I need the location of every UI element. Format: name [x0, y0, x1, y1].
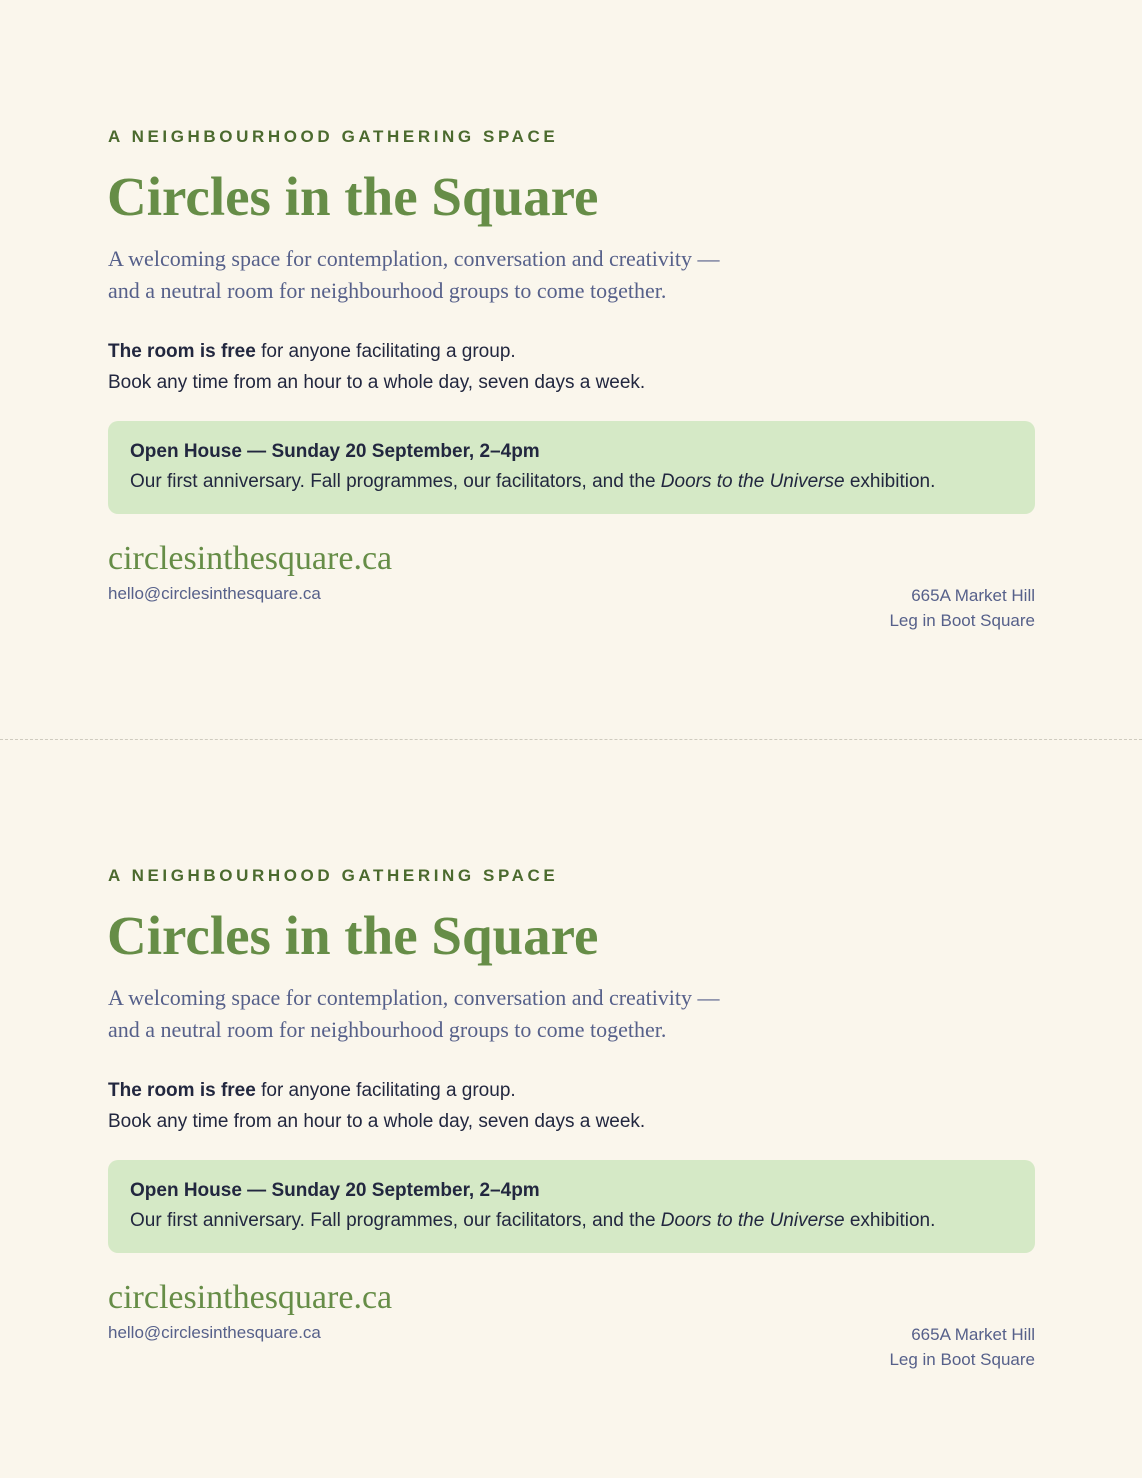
booking-info	[108, 336, 1035, 398]
open-house-notice	[108, 1160, 1035, 1253]
notice-heading: Open House — Sunday 20 September, 2–4pm	[130, 1180, 540, 1201]
flyer-content	[108, 127, 1035, 639]
address-line-1: 665A Market Hill	[911, 1325, 1035, 1344]
page-title: Circles in the Square	[107, 166, 599, 227]
contact-footer	[108, 539, 1035, 639]
page-title: Circles in the Square	[107, 905, 599, 966]
eyebrow-label: A NEIGHBOURHOOD GATHERING SPACE	[108, 866, 559, 885]
contact-footer	[108, 1278, 1035, 1378]
eyebrow-label: A NEIGHBOURHOOD GATHERING SPACE	[108, 127, 559, 146]
notice-text-end: exhibition.	[844, 1210, 936, 1231]
notice-text	[130, 1206, 1013, 1236]
booking-hours: Book any time from an hour to a whole day, seven days a week.	[108, 1111, 646, 1132]
address-line-2: Leg in Boot Square	[889, 611, 1035, 630]
address	[889, 583, 1035, 633]
notice-text-start: Our first anniversary. Fall programmes, our facilitators, and the	[130, 1210, 661, 1231]
tagline-line-2: and a neutral room for neighbourhood groups to come together.	[108, 1017, 667, 1042]
exhibition-name: Doors to the Universe	[660, 471, 845, 492]
notice-heading: Open House — Sunday 20 September, 2–4pm	[130, 441, 540, 462]
flyer-content	[108, 866, 1035, 1378]
tagline	[108, 243, 1035, 307]
notice-text	[130, 467, 1013, 497]
flyer-card-bottom	[0, 739, 1142, 1478]
tagline-line-1: A welcoming space for contemplation, conversation and creativity —	[108, 246, 720, 271]
website-link[interactable]: circlesinthesquare.ca	[108, 1279, 393, 1316]
email-link[interactable]: hello@circlesinthesquare.ca	[108, 584, 321, 603]
email-link[interactable]: hello@circlesinthesquare.ca	[108, 1323, 321, 1342]
website-link[interactable]: circlesinthesquare.ca	[108, 540, 393, 577]
tagline	[108, 982, 1035, 1046]
free-room-emphasis: The room is free	[108, 341, 256, 362]
address-line-1: 665A Market Hill	[911, 586, 1035, 605]
booking-info	[108, 1075, 1035, 1137]
notice-text-start: Our first anniversary. Fall programmes, our facilitators, and the	[130, 471, 661, 492]
exhibition-name: Doors to the Universe	[660, 1210, 845, 1231]
tagline-line-1: A welcoming space for contemplation, conversation and creativity —	[108, 985, 720, 1010]
open-house-notice	[108, 421, 1035, 514]
address-line-2: Leg in Boot Square	[889, 1350, 1035, 1369]
address	[889, 1322, 1035, 1372]
tagline-line-2: and a neutral room for neighbourhood groups to come together.	[108, 278, 667, 303]
free-room-text: for anyone facilitating a group.	[255, 1080, 516, 1101]
free-room-emphasis: The room is free	[108, 1080, 256, 1101]
notice-text-end: exhibition.	[844, 471, 936, 492]
booking-hours: Book any time from an hour to a whole day, seven days a week.	[108, 372, 646, 393]
free-room-text: for anyone facilitating a group.	[255, 341, 516, 362]
